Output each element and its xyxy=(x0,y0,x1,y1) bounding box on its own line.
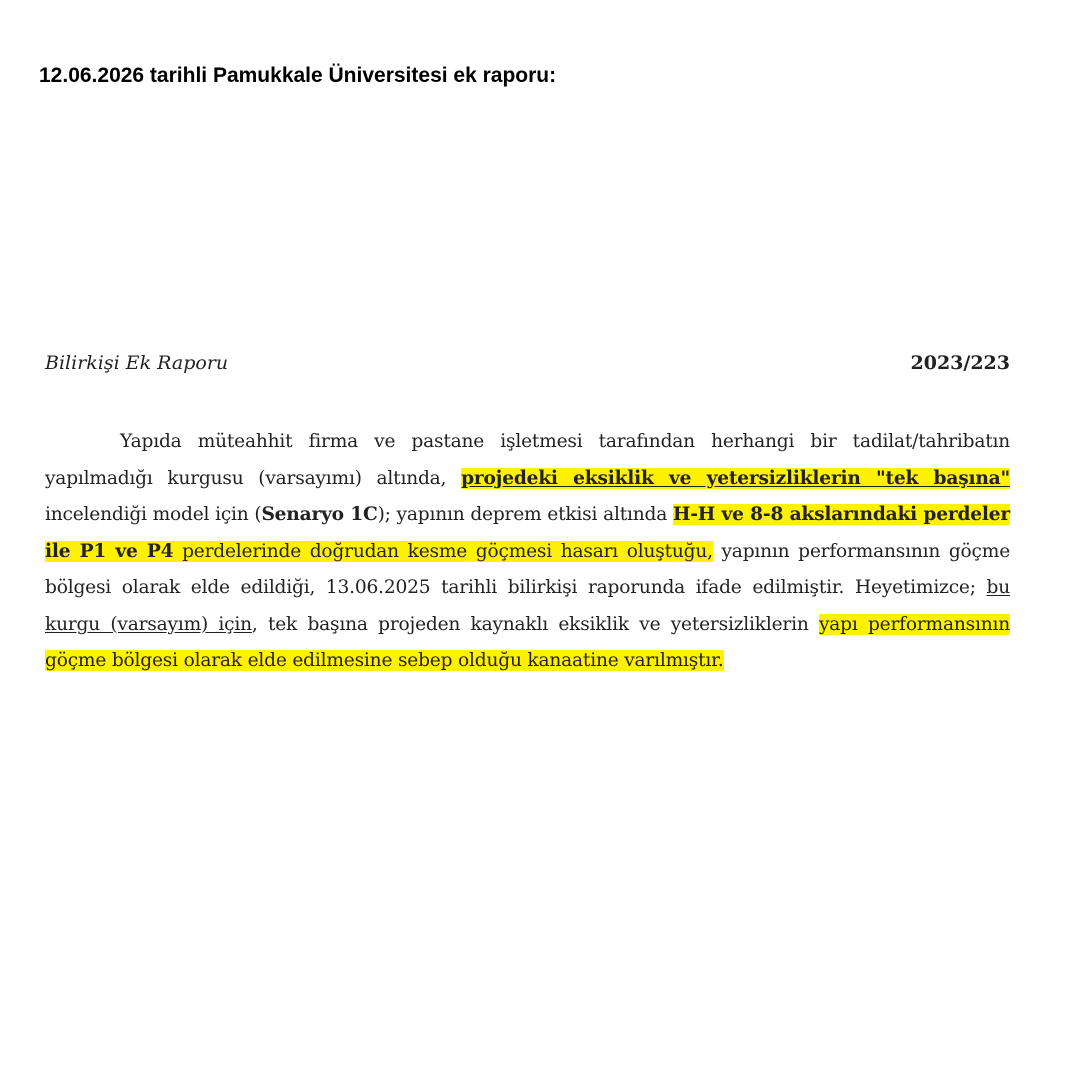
highlighted-underlined-text: projedeki eksiklik ve yetersizliklerin "tek başına" xyxy=(461,467,1010,489)
underlined-text: bu kurgu (varsayım) için xyxy=(45,577,1010,635)
paragraph-text: yapının performansının göçme bölgesi olarak elde edildiği, 13.06.2025 tarihli bilirkişi raporunda ifade edilmiştir. Heyetimizce; xyxy=(45,540,1010,598)
page-title: 12.06.2026 tarihli Pamukkale Üniversitesi ek raporu: xyxy=(39,64,557,87)
report-type-label: Bilirkişi Ek Raporu xyxy=(45,352,229,374)
paragraph-text: incelendiği model için ( xyxy=(45,504,262,525)
highlighted-bold-text: H-H ve 8-8 akslarındaki perdeler ile P1 ve P4 xyxy=(45,504,1010,562)
case-number: 2023/223 xyxy=(910,352,1010,374)
paragraph-text: Yapıda müteahhit firma ve pastane işletmesi tarafından herhangi bir tadilat/tahribatın yapılmadığı kurgusu (varsayımı) altında, xyxy=(45,431,1010,489)
paragraph-text: ); yapının deprem etkisi altında xyxy=(377,504,673,525)
report-excerpt xyxy=(45,352,1010,680)
highlighted-conclusion: yapı performansının göçme bölgesi olarak elde edilmesine sebep olduğu kanaatine varılmıştır. xyxy=(45,613,1010,671)
report-header xyxy=(45,352,1010,374)
highlighted-text: perdelerinde doğrudan kesme göçmesi hasarı oluştuğu, xyxy=(173,540,713,562)
report-paragraph xyxy=(45,424,1010,680)
scenario-label: Senaryo 1C xyxy=(261,504,378,525)
paragraph-text: , tek başına projeden kaynaklı eksiklik ve yetersizliklerin xyxy=(251,613,819,635)
